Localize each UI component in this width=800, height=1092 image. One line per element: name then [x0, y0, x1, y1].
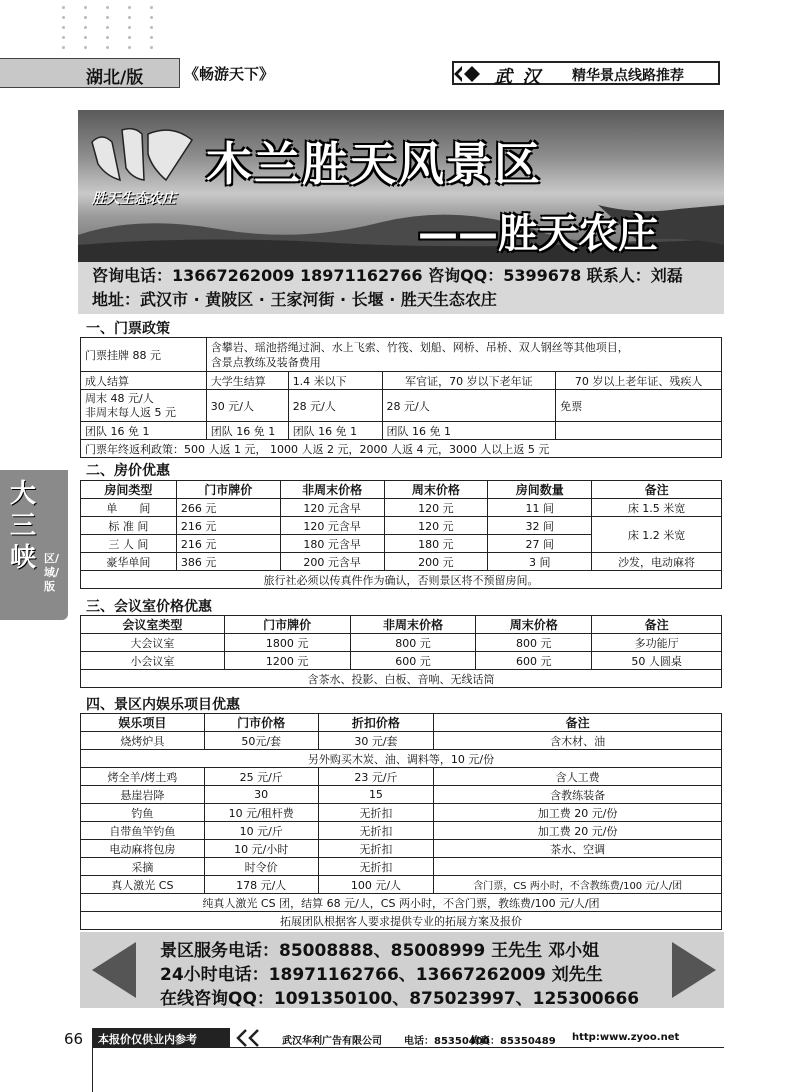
table-cell: 含人工费 [434, 768, 722, 786]
column-header: 非周末价格 [350, 616, 476, 634]
table-header-row [81, 616, 722, 634]
table-cell: 标 准 间 [81, 517, 177, 535]
table-cell: 单 间 [81, 499, 177, 517]
table-cell: 烧烤炉具 [81, 732, 205, 750]
contact-block [78, 262, 724, 314]
double-arrow-icon [452, 64, 486, 84]
table-cell: 120 元含早 [280, 517, 384, 535]
decorative-dot [62, 26, 65, 29]
table-cell: 加工费 20 元/份 [434, 804, 722, 822]
table-cell: 800 元 [476, 634, 592, 652]
table-cell: 28 元/人 [288, 390, 382, 422]
column-header: 会议室类型 [81, 616, 225, 634]
entertainment-heading: 四、景区内娱乐项目优惠 [86, 697, 240, 713]
table-cell [556, 422, 722, 440]
decorative-dot [106, 16, 109, 19]
entertainment-table [80, 713, 722, 930]
table-cell: 1200 元 [224, 652, 350, 670]
table-row [81, 499, 722, 517]
decorative-dot [106, 46, 109, 49]
room-heading: 二、房价优惠 [86, 463, 170, 479]
meeting-table [80, 615, 722, 688]
decorative-dot [62, 36, 65, 39]
table-cell: 30 元/人 [206, 390, 288, 422]
table-cell: 小会议室 [81, 652, 225, 670]
footer-website[interactable]: http:www.zyoo.net [572, 1032, 680, 1043]
table-row [81, 372, 722, 390]
table-cell: 悬崖岩降 [81, 786, 205, 804]
table-cell: 无折扣 [318, 858, 434, 876]
table-cell: 27 间 [488, 535, 592, 553]
weekend-price-line: 非周末每人返 5 元 [85, 405, 176, 419]
table-cell: 70 岁以上老年证、残疾人 [556, 372, 722, 390]
table-cell: 180 元含早 [280, 535, 384, 553]
column-header: 门市价格 [204, 714, 318, 732]
column-header: 房间类型 [81, 481, 177, 499]
table-row [81, 786, 722, 804]
list-price-note-line: 含攀岩、瑶池搭绳过涧、水上飞索、竹筏、划船、网桥、吊桥、双人钢丝等其他项目， [210, 340, 629, 354]
meeting-heading: 三、会议室价格优惠 [86, 599, 212, 615]
decorative-dot [150, 36, 153, 39]
region-label-box [0, 58, 180, 88]
table-cell: 含木材、油 [434, 732, 722, 750]
magazine-title: 《畅游天下》 [184, 65, 275, 83]
table-cell: 无折扣 [318, 822, 434, 840]
list-price-label: 门票挂牌 88 元 [81, 338, 207, 372]
qq-line: 在线咨询QQ：1091350100、875023997、125300666 [160, 989, 640, 1009]
decorative-dot [62, 46, 65, 49]
decorative-dot [62, 6, 65, 9]
table-cell: 10 元/斤 [204, 822, 318, 840]
column-header: 备注 [434, 714, 722, 732]
table-cell: 多功能厅 [592, 634, 722, 652]
table-cell: 120 元 [384, 517, 488, 535]
table-cell: 沙发，电动麻将 [592, 553, 722, 571]
decorative-dot [84, 16, 87, 19]
table-cell: 386 元 [176, 553, 280, 571]
service-phone-line: 景区服务电话：85008888、85008999 王先生 邓小姐 [160, 941, 600, 961]
room-footer-note: 旅行社必须以传真件作为确认，否则景区将不预留房间。 [81, 571, 722, 589]
table-cell: 含教练装备 [434, 786, 722, 804]
table-cell: 800 元 [350, 634, 476, 652]
contact-address-line: 地址：武汉市 · 黄陂区 · 王家河街 · 长堰 · 胜天生态农庄 [92, 290, 497, 309]
table-cell: 采摘 [81, 858, 205, 876]
table-row [81, 571, 722, 589]
table-cell: 600 元 [350, 652, 476, 670]
decorative-dot [128, 6, 131, 9]
table-cell: 床 1.2 米宽 [592, 517, 722, 553]
table-cell: 178 元/人 [204, 876, 318, 894]
table-row [81, 876, 722, 894]
weekend-price-line: 周末 48 元/人 [85, 391, 154, 405]
weekend-price-cell [81, 390, 207, 422]
table-cell: 23 元/斤 [318, 768, 434, 786]
table-row [81, 804, 722, 822]
decorative-dot [84, 36, 87, 39]
table-cell: 时令价 [204, 858, 318, 876]
route-label-box [452, 61, 720, 88]
decorative-dot [150, 26, 153, 29]
page-number: 66 [64, 1030, 84, 1048]
table-header-row [81, 481, 722, 499]
chevrons-icon [232, 1028, 268, 1048]
table-cell: 钓鱼 [81, 804, 205, 822]
column-header: 娱乐项目 [81, 714, 205, 732]
table-row [81, 858, 722, 876]
table-header-row [81, 714, 722, 732]
table-row [81, 440, 722, 458]
decorative-dot [128, 46, 131, 49]
decorative-dot [106, 36, 109, 39]
table-cell: 军官证，70 岁以下老年证 [382, 372, 556, 390]
table-cell: 200 元含早 [280, 553, 384, 571]
table-row [81, 894, 722, 912]
side-tab [0, 470, 68, 620]
column-header: 备注 [592, 616, 722, 634]
side-tab-title: 大三峡 [10, 479, 37, 573]
decorative-dot [106, 26, 109, 29]
table-cell: 大学生结算 [206, 372, 288, 390]
column-header: 折扣价格 [318, 714, 434, 732]
table-cell: 120 元含早 [280, 499, 384, 517]
list-price-note-line: 含景点教练及装备费用 [210, 355, 321, 369]
table-cell: 三 人 间 [81, 535, 177, 553]
table-cell: 真人激光 CS [81, 876, 205, 894]
list-price-note [206, 338, 721, 372]
table-row [81, 553, 722, 571]
table-cell: 免票 [556, 390, 722, 422]
table-row [81, 732, 722, 750]
footer-note: 本报价仅供业内参考 [92, 1028, 230, 1048]
table-cell: 含门票，CS 两小时，不含教练费/100 元/人/团 [434, 876, 722, 894]
table-cell: 团队 16 免 1 [81, 422, 207, 440]
hero-banner [78, 110, 724, 262]
table-cell: 266 元 [176, 499, 280, 517]
city-label: 武 汉 [494, 67, 543, 88]
column-header: 备注 [592, 481, 722, 499]
table-cell: 1800 元 [224, 634, 350, 652]
table-cell: 216 元 [176, 535, 280, 553]
table-row [81, 768, 722, 786]
column-header: 周末价格 [476, 616, 592, 634]
decorative-dot [150, 6, 153, 9]
service-box [80, 932, 724, 1008]
table-row [81, 670, 722, 688]
decorative-dot [62, 16, 65, 19]
hotline-line: 24小时电话：18971162766、13667262009 刘先生 [160, 965, 603, 985]
table-cell: 50 人圆桌 [592, 652, 722, 670]
decorative-dot [128, 26, 131, 29]
table-row [81, 822, 722, 840]
table-cell: 28 元/人 [382, 390, 556, 422]
column-header: 门市牌价 [176, 481, 280, 499]
table-cell: 30 元/套 [318, 732, 434, 750]
table-cell: 自带鱼竿钓鱼 [81, 822, 205, 840]
table-cell: 床 1.5 米宽 [592, 499, 722, 517]
table-row [81, 422, 722, 440]
banner-subtitle: ——胜天农庄 [418, 211, 658, 257]
table-cell: 30 [204, 786, 318, 804]
table-cell: 10 元/租杆费 [204, 804, 318, 822]
table-cell: 无折扣 [318, 804, 434, 822]
logo-text: 胜天生态农庄 [92, 191, 176, 207]
table-cell: 团队 16 免 1 [288, 422, 382, 440]
footer-fax: 传真：85350489 [470, 1036, 556, 1047]
decorative-dot [106, 6, 109, 9]
table-cell: 10 元/小时 [204, 840, 318, 858]
table-cell: 32 间 [488, 517, 592, 535]
table-cell: 团队 16 免 1 [382, 422, 556, 440]
decorative-dot [84, 46, 87, 49]
table-cell: 茶水、空调 [434, 840, 722, 858]
divider [92, 1048, 93, 1092]
arrow-right-icon [668, 940, 720, 1000]
table-cell: 3 间 [488, 553, 592, 571]
decorative-dot [84, 6, 87, 9]
decorative-dots [62, 0, 162, 56]
decorative-dot [128, 36, 131, 39]
table-cell: 1.4 米以下 [288, 372, 382, 390]
footer-company: 武汉华利广告有限公司 [282, 1036, 382, 1047]
table-cell: 25 元/斤 [204, 768, 318, 786]
decorative-dot [150, 46, 153, 49]
table-cell: 180 元 [384, 535, 488, 553]
contact-phone-line: 咨询电话：13667262009 18971162766 咨询QQ：5399678 联系人：刘磊 [92, 266, 683, 285]
table-row [81, 517, 722, 535]
route-label: 精华景点线路推荐 [572, 68, 684, 84]
rebate-policy: 门票年终返利政策：500 人返 1 元， 1000 人返 2 元，2000 人返 4 元，3000 人以上返 5 元 [81, 440, 722, 458]
table-cell: 电动麻将包房 [81, 840, 205, 858]
side-tab-subtitle: 区/域/版 [44, 552, 60, 593]
table-cell: 15 [318, 786, 434, 804]
column-header: 门市牌价 [224, 616, 350, 634]
table-cell: 100 元/人 [318, 876, 434, 894]
arrow-left-icon [88, 940, 140, 1000]
column-header: 非周末价格 [280, 481, 384, 499]
table-cell: 600 元 [476, 652, 592, 670]
room-table [80, 480, 722, 589]
ticket-table [80, 337, 722, 458]
table-cell: 烤全羊/烤土鸡 [81, 768, 205, 786]
table-cell: 120 元 [384, 499, 488, 517]
table-cell: 大会议室 [81, 634, 225, 652]
table-cell: 团队 16 免 1 [206, 422, 288, 440]
table-row [81, 390, 722, 422]
column-header: 周末价格 [384, 481, 488, 499]
table-cell [434, 858, 722, 876]
table-cell: 50元/套 [204, 732, 318, 750]
table-cell: 加工费 20 元/份 [434, 822, 722, 840]
region-label: 湖北/版 [86, 68, 144, 88]
decorative-dot [84, 26, 87, 29]
table-row [81, 750, 722, 768]
table-row [81, 338, 722, 372]
footer-phone: 电话：85350400 [404, 1036, 490, 1047]
bbq-extra-note: 另外购买木炭、油、调料等，10 元/份 [81, 750, 722, 768]
table-cell: 11 间 [488, 499, 592, 517]
cs-note: 纯真人激光 CS 团，结算 68 元/人，CS 两小时，不含门票，教练费/100 元/人/团 [81, 894, 722, 912]
table-cell: 200 元 [384, 553, 488, 571]
table-cell: 216 元 [176, 517, 280, 535]
table-cell: 豪华单间 [81, 553, 177, 571]
table-cell: 成人结算 [81, 372, 207, 390]
ticket-heading: 一、门票政策 [86, 321, 170, 337]
page-footer [92, 1028, 724, 1048]
column-header: 房间数量 [488, 481, 592, 499]
table-cell: 无折扣 [318, 840, 434, 858]
decorative-dot [128, 16, 131, 19]
logo-icon [88, 124, 198, 184]
decorative-dot [150, 16, 153, 19]
meeting-footer-note: 含茶水、投影、白板、音响、无线话筒 [81, 670, 722, 688]
banner-title: 木兰胜天风景区 [206, 137, 542, 191]
page-header [0, 58, 800, 88]
table-row [81, 634, 722, 652]
table-row [81, 840, 722, 858]
table-row [81, 652, 722, 670]
table-row [81, 912, 722, 930]
expand-note: 拓展团队根据客人要求提供专业的拓展方案及报价 [81, 912, 722, 930]
